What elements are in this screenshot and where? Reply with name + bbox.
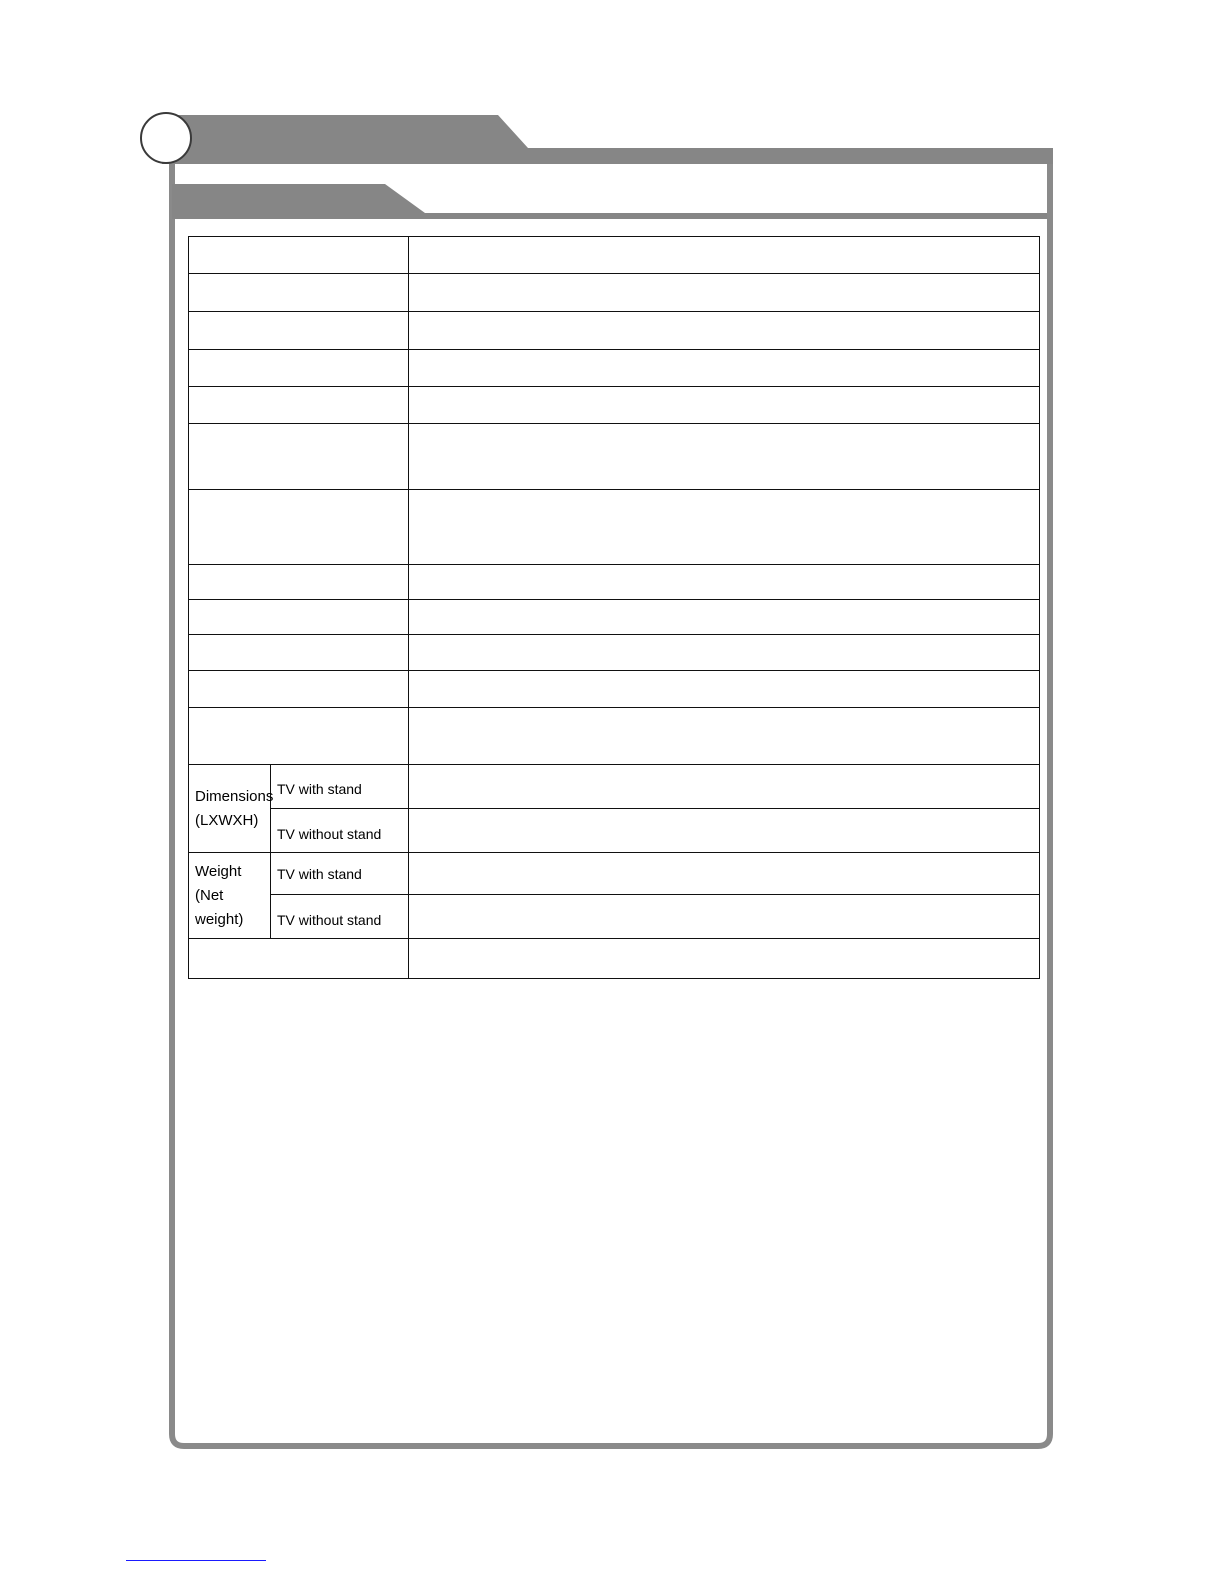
table-row bbox=[189, 635, 1040, 671]
spec-label-cell bbox=[189, 237, 409, 274]
spec-label-cell bbox=[189, 565, 409, 600]
spec-value-cell bbox=[409, 765, 1040, 809]
dimensions-without-stand-label: TV without stand bbox=[271, 809, 409, 853]
spec-value-cell bbox=[409, 671, 1040, 708]
spec-value-cell bbox=[409, 565, 1040, 600]
table-row bbox=[189, 387, 1040, 424]
weight-without-stand-label: TV without stand bbox=[271, 895, 409, 939]
spec-label-cell bbox=[189, 600, 409, 635]
table-row bbox=[189, 490, 1040, 565]
spec-value-cell bbox=[409, 274, 1040, 312]
spec-value-cell bbox=[409, 600, 1040, 635]
table-row bbox=[189, 809, 1040, 853]
spec-value-cell bbox=[409, 708, 1040, 765]
spec-label-cell bbox=[189, 490, 409, 565]
dimensions-label: Dimensions bbox=[195, 787, 274, 805]
spec-label-cell bbox=[189, 671, 409, 708]
table-row bbox=[189, 708, 1040, 765]
spec-value-cell bbox=[409, 490, 1040, 565]
section-tab bbox=[172, 184, 1047, 219]
spec-value-cell bbox=[409, 387, 1040, 424]
spec-value-cell bbox=[409, 350, 1040, 387]
weight-label: Weight bbox=[195, 862, 242, 880]
section-number-badge bbox=[141, 113, 191, 163]
table-row bbox=[189, 237, 1040, 274]
table-row bbox=[189, 424, 1040, 490]
table-row bbox=[189, 895, 1040, 939]
dimensions-label-cell bbox=[189, 765, 274, 853]
table-row bbox=[189, 765, 1040, 809]
table-row bbox=[189, 939, 1040, 979]
spec-label-cell bbox=[189, 424, 409, 490]
spec-label-cell bbox=[189, 708, 409, 765]
table-row bbox=[189, 274, 1040, 312]
spec-value-cell bbox=[409, 237, 1040, 274]
weight-label-cell bbox=[189, 853, 271, 939]
table-row bbox=[189, 853, 1040, 895]
weight-with-stand-label: TV with stand bbox=[271, 853, 409, 895]
dimensions-unit-label: (LXWXH) bbox=[195, 811, 259, 829]
table-row bbox=[189, 600, 1040, 635]
table-row bbox=[189, 565, 1040, 600]
spec-value-cell bbox=[409, 895, 1040, 939]
dimensions-with-stand-label: TV with stand bbox=[271, 765, 409, 809]
spec-label-cell bbox=[189, 635, 409, 671]
spec-value-cell bbox=[409, 939, 1040, 979]
table-row bbox=[189, 350, 1040, 387]
spec-label-cell bbox=[189, 312, 409, 350]
weight-unit-label: (Net weight) bbox=[195, 886, 244, 928]
table-row bbox=[189, 312, 1040, 350]
spec-value-cell bbox=[409, 312, 1040, 350]
footer-link-underline[interactable] bbox=[126, 1552, 266, 1561]
spec-value-cell bbox=[409, 853, 1040, 895]
spec-label-cell bbox=[189, 939, 409, 979]
spec-value-cell bbox=[409, 809, 1040, 853]
table-row bbox=[189, 671, 1040, 708]
spec-label-cell bbox=[189, 387, 409, 424]
spec-value-cell bbox=[409, 635, 1040, 671]
spec-value-cell bbox=[409, 424, 1040, 490]
header-tab bbox=[162, 115, 1053, 164]
spec-label-cell bbox=[189, 350, 409, 387]
specification-table bbox=[188, 236, 1040, 979]
spec-label-cell bbox=[189, 274, 409, 312]
